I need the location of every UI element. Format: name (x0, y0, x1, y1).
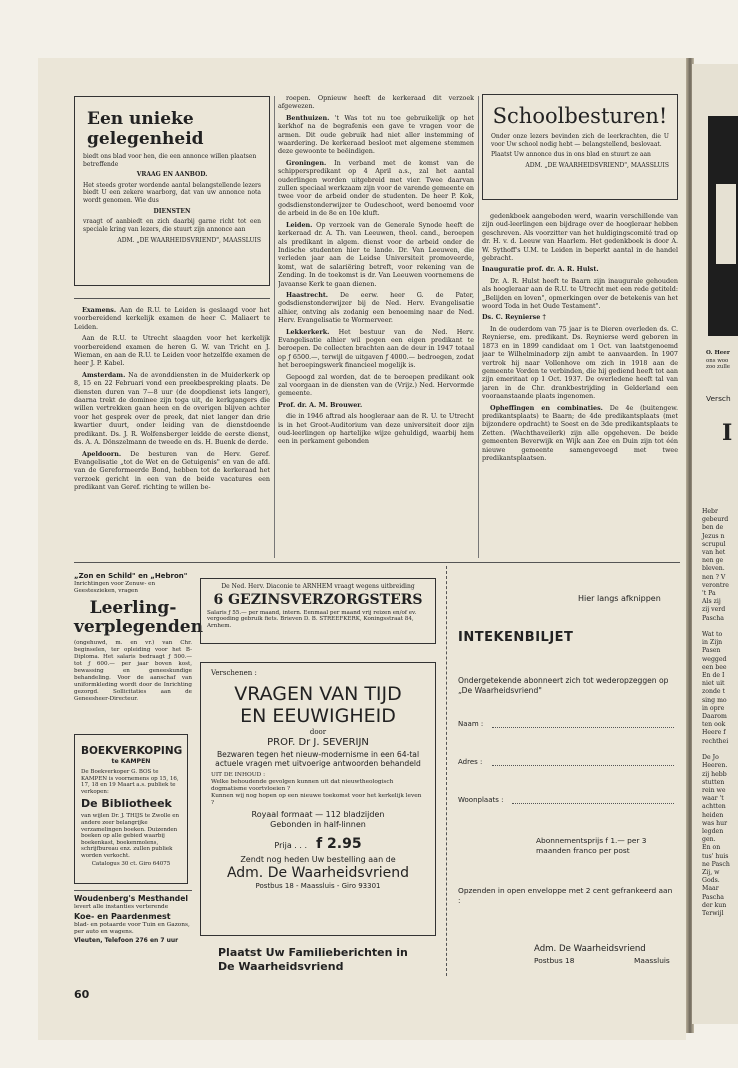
column-divider (274, 96, 275, 558)
ad-boek-price-row (211, 833, 425, 852)
paragraph (278, 159, 474, 218)
paragraph (482, 265, 678, 273)
next-page-line: stutten (702, 778, 725, 786)
next-page-line: zonde t (702, 688, 726, 696)
next-page-line: was hur (702, 819, 728, 827)
page-number: 60 (74, 988, 90, 1001)
next-page-line: 't Pa (702, 590, 716, 598)
next-page-illustration-inner (716, 184, 736, 264)
ad-gelegenheid-address: ADM. „DE WAARHEIDSVRIEND", MAASSLUIS (117, 237, 261, 245)
ad-gelegenheid-body2: vraagt of aanbiedt en zich daarbij garne richt tot een speciale kring van lezers, die stuurt zijn annonce aan (83, 218, 261, 233)
paragraph-text: In verband met de komst van de schipperspredikant op 4 April a.s., zal het aantal ouderlingen worden uitgebreid met vier. Twee daarvan zullen speciaal werkzaam zijn voor de varende gemeente en twee voor de arbeid onder de studenten. De heer P. Kok, godsdienstonderwijzer te Oudeschoot, werd benoemd voor de arbeid in de 8e en 10e kluft. (278, 158, 474, 218)
ad-woudenberg (74, 894, 192, 945)
paragraph-lead: Examens. (82, 306, 117, 314)
ad-boekverkoping-catalog: Catalogus 30 ct. Giro 64075 (91, 860, 171, 867)
ad-boek-door: door (309, 728, 327, 736)
ad-gezinsverzorgsters-title: 6 GEZINSVERZORGSTERS (213, 591, 423, 608)
ad-boek-prijs: f 2.95 (316, 836, 362, 853)
ad-boek-title1: VRAGEN VAN TIJD (234, 683, 402, 705)
paragraph (74, 450, 270, 492)
next-page-line: gen. (702, 836, 716, 844)
next-page-fragment (692, 64, 738, 1024)
paragraph (74, 334, 270, 368)
paragraph (278, 373, 474, 398)
paragraph-lead: Ds. C. Reynierse † (482, 313, 546, 322)
next-page-line (702, 623, 738, 631)
paragraph (482, 404, 678, 463)
ad-leerling (74, 572, 203, 703)
next-page-line: Daarom (702, 713, 727, 721)
next-page-fragment2: ons woo zoo zulle (706, 358, 730, 371)
paragraph-lead: Prof. dr. A. M. Brouwer. (278, 400, 363, 409)
ad-boekverkoping-name: De Bibliotheek (81, 797, 172, 811)
intekenbiljet-addr2-right: Maassluis (634, 956, 670, 965)
intekenbiljet-addr2-left: Postbus 18 (534, 956, 575, 965)
intekenbiljet-title: INTEKENBILJET (458, 630, 574, 645)
next-page-line: achtten (702, 803, 726, 811)
ad-boek-footer: Postbus 18 - Maassluis - Giro 93301 (255, 882, 381, 891)
ad-boek-order: Zendt nog heden Uw bestelling aan de (240, 855, 396, 865)
ad-gezinsverzorgsters (200, 578, 436, 644)
naam-label: Naam : (458, 720, 484, 728)
ad-gezinsverzorgsters-body: Salaris ƒ 55.— per maand, intern. Eenmaal per maand vrij reizen en/of ev. vergoeding gebruik fiets. Brieven D. B. STREEFKERK, Koningsstraat 84, Arnhem. (207, 609, 417, 630)
ad-gelegenheid (74, 96, 270, 286)
paragraph-text: Aan de R.U. te Utrecht slaagden voor het kerkelijk voorbereidend examen de heren G. W. van Tricht en J. Wieman, en aan de R.U. te Leiden voor hetzelfde examen de heer J. P. Kabel. (74, 334, 270, 368)
intekenbiljet-send: Opzenden in open enveloppe met 2 cent gefrankeerd aan : (458, 886, 673, 905)
paragraph-lead: Lekkerkerk. (286, 327, 330, 336)
article-column-3 (482, 212, 678, 558)
next-page-line: ten ook (702, 721, 726, 729)
ad-gelegenheid-heading1: VRAAG EN AANBOD. (136, 171, 208, 179)
next-page-line: ben de (702, 524, 724, 532)
ad-boekverkoping-body2: van wijlen Dr. J. THIJS te Zwolle en andere zeer belangrijke verzamelingen boeken. Duizenden boeken op alle gebied waarbij boekenkast, boekenmolens, schrijfbureau enz. zullen publiek worden verkocht. (81, 813, 180, 859)
article-column-2 (278, 94, 474, 560)
ad-gelegenheid-body1: Het steeds groter wordende aantal belangstellende lezers biedt U een zekere waarborg, dat van uw annonce nota wordt genomen. Wie dus (83, 181, 261, 204)
next-page-line: Terwijl (702, 909, 724, 917)
next-page-line: een bee (702, 663, 727, 671)
paragraph (278, 114, 474, 156)
cut-line (446, 566, 448, 976)
next-page-line: heiden (702, 811, 724, 819)
next-page-line: tus' huis (702, 852, 729, 860)
ad-boek-inhoud2: Kunnen wij nog hopen op een nieuwe toekomst voor het kerkelijk leven ? (211, 793, 422, 807)
next-page-line: bleven. (702, 565, 725, 573)
paragraph-lead: Leiden. (286, 220, 313, 229)
ad-gelegenheid-intro: biedt ons blad voor hen, die een annonce willen plaatsen betreffende (83, 153, 257, 168)
col1-rule (74, 298, 270, 299)
next-page-line: zij hebb (702, 770, 727, 778)
paragraph-lead: Haastrecht. (286, 290, 329, 299)
next-page-line: Pascha (702, 893, 724, 901)
next-page-line: legden (702, 827, 724, 835)
next-page-line: Als zij (702, 598, 721, 606)
ad-schoolbesturen-title: Schoolbesturen! (492, 104, 668, 128)
paragraph-lead: Groningen. (286, 158, 327, 167)
ad-leerling-top: „Zon en Schild" en „Hebron" (74, 572, 188, 580)
ad-schoolbesturen-address: ADM. „DE WAARHEIDSVRIEND", MAASSLUIS (525, 161, 669, 169)
ad-boekverkoping-body: De Boekverkoper G. BOS te KAMPEN is voornemens op 15, 16, 17, 18 en 19 Maart a.s. publiek te verkopen: (81, 769, 179, 795)
paragraph (278, 221, 474, 288)
ad-schoolbesturen-body2: Plaatst Uw annonce dus in ons blad en stuurt ze aan (491, 151, 651, 159)
next-page-line: rein we (702, 786, 726, 794)
next-page-line: Heeren. (702, 762, 728, 770)
ad-rule (74, 890, 192, 891)
ad-woudenberg-body2: blad- en potaarde voor Tuin en Gazons, per auto en wagens. (74, 921, 190, 936)
paragraph-lead: Amsterdam. (82, 370, 126, 379)
ad-boek-adm: Adm. De Waarheidsvriend (226, 865, 410, 882)
ad-boek-title2: EN EEUWIGHEID (240, 705, 396, 727)
paragraph-text: 't Was tot nu toe gebruikelijk op het kerkhof na de begrafenis een gave te vragen voor de armen. Dit oude gebruik had niet aller instemming of waardering. De kerkeraad besloot met algemene stemmen deze gewoonte te beëindigen. (278, 113, 474, 156)
ad-boek-inhoud1: Welke behoudende gevolgen kunnen uit dat nieuwtheologisch dogmatisme voortvloeien ? (211, 779, 394, 793)
paragraph-text: Aan de R.U. te Leiden is geslaagd voor het voorbereidend kerkelijk examen de heer C. Maliaert te Leiden. (74, 306, 270, 331)
next-page-line: in opre (702, 704, 725, 712)
paragraph-text: die in 1946 aftrad als hoogleraar aan de R. U. te Utrecht is in het Groot-Auditorium van deze universiteit door zijn oud-leerlingen op hartelijke wijze gehuldigd, waarbij hem een in perkament gebonden (278, 412, 474, 446)
paragraph-lead: Benthuizen. (286, 113, 330, 122)
next-page-line: Zij, w (702, 868, 720, 876)
next-page-line: nen ? V (702, 573, 726, 581)
paragraph-text: Dr. A. R. Hulst heeft te Baarn zijn inaugurale gehouden als hoogleraar aan de R.U. te Utrecht met een rede getiteld: „Belijden en loven", opmerkingen over de betekenis van het woord Toda in het Oude Testament". (482, 276, 678, 311)
intekenbiljet-price: Abonnementsprijs f 1.— per 3 maanden franco per post (536, 836, 647, 855)
next-page-line: zij verd (702, 606, 726, 614)
next-page-line: verontre (702, 581, 729, 589)
next-page-line: Maar (702, 885, 719, 893)
familie-line1: Plaatst Uw Familieberichten in (218, 946, 408, 959)
paragraph-lead: Apeldoorn. (82, 449, 122, 458)
paragraph (278, 291, 474, 325)
ad-leerling-title1: Leerling- (89, 598, 177, 618)
intekenbiljet-text: Ondergetekende abonneert zich tot wederopzeggen op „De Waarheidsvriend" (458, 676, 669, 695)
next-page-fragment4: I (722, 420, 733, 446)
cut-note: Hier langs afknippen (578, 594, 661, 603)
next-page-line: ne Pasch (702, 860, 730, 868)
paragraph-lead: Opheffingen en combinaties. (490, 403, 603, 412)
next-page-line: scrupul (702, 540, 726, 548)
next-page-line: De Jo (702, 754, 719, 762)
ad-schoolbesturen-body1: Onder onze lezers bevinden zich de leerkrachten, die U voor Uw school nodig hebt — belangstellend, beslovaat. (491, 133, 669, 148)
paragraph-lead: Inauguratie prof. dr. A. R. Hulst. (482, 265, 599, 274)
next-page-line: van het (702, 549, 726, 557)
paragraph-text: In de ouderdom van 75 jaar is te Dieren overleden ds. C. Reynierse, em. predikant. Ds. Reynierse werd geboren in 1873 en in 1899 candidaat om 1 Oct. van laatstgenoemd jaar te Wilhelminadorp zijn ambt te aanvaarden. In 1907 vertrok hij naar Vollenhove om zich in 1918 aan de gemeente Vorden te verbinden, die hij gediend heeft tot aan zijn emeritaat op 1 Oct. 1937. De overledene heeft tal van jaren in de Chr. drankbestrijding in Gelderland een vooraanstaande plaats ingenomen. (482, 324, 678, 401)
ad-leerling-title2: verplegenden (74, 617, 203, 637)
next-page-line: Pasen (702, 647, 721, 655)
adres-label: Adres : (458, 758, 483, 766)
paragraph-text: gedenkboek aangeboden werd, waarin verschillende van zijn oud-leerlingen een bijdrage over de hoogleraar hebben geschreven. Als voorzitter van het huldigingscomité trad op dr. H. v. d. Leeuw van Haarlem. Het gedenkboek is door A. W. Sythoff's U.M. te Leiden in beperkt aantal in de handel gebracht. (482, 212, 678, 263)
familie-line2: De Waarheidsvriend (218, 960, 344, 973)
paragraph (482, 325, 678, 401)
ad-boekverkoping (74, 734, 188, 884)
intekenbiljet-addr1: Adm. De Waarheidsvriend (534, 944, 646, 954)
next-page-line: Pascha (702, 614, 724, 622)
next-page-line: En de I (702, 672, 725, 680)
ad-boek (200, 662, 436, 936)
paragraph-text: De besturen van de Herv. Geref. Evangelisatie „tot de Wet en de Getuigenis" en van de afd. van de Gereformeerde Bond, hebben tot de kerkeraad het verzoek gericht in een van de beide vacatures een predikant van Geref. richting te willen be- (74, 449, 270, 492)
ad-boek-prijs-label: Prija . . . (274, 841, 307, 851)
ad-boekverkoping-title: BOEKVERKOPING (81, 745, 183, 757)
ad-woudenberg-body: levert alle instanties verterende (74, 904, 169, 910)
next-page-fragment3: Versch (706, 394, 731, 403)
ad-gezinsverzorgsters-top: De Ned. Herv. Diaconie te ARNHEM vraagt wegens uitbreiding (221, 583, 415, 590)
paragraph-text: De eerw. heer G. de Pater, godsdienstonderwijzer bij de Ned. Herv. Evangelisatie alhier, ontving als zodanig een benoeming naar de Ned. Herv. Evangelisatie te Wormerveer. (278, 290, 474, 325)
next-page-line: niet uit (702, 680, 725, 688)
adres-field[interactable] (492, 765, 674, 766)
next-page-line: waar 't (702, 795, 724, 803)
ad-schoolbesturen (482, 94, 678, 200)
next-page-line: gebeurd (702, 516, 729, 524)
ad-boek-verschenen: Verschenen : (211, 669, 257, 677)
paragraph-text: Gepoogd zal worden, dat de te beroepen predikant ook zal voorgaan in de diensten van de (Vrijz.) Ned. Hervormde gemeente. (278, 372, 474, 398)
paragraph-text: Het bestuur van de Ned. Herv. Evangelisatie alhier wil pogen een eigen predikant te beroepen. De collecten brachten aan de deur in 1947 totaal op ƒ 6500.—, terwijl de uitgaven ƒ 4000.— bedroegen, zodat het beroepingswerk financieel mogelijk is. (278, 327, 474, 370)
next-page-line: Gods. (702, 877, 720, 885)
ad-gelegenheid-title: Een unieke gelegenheid (87, 109, 204, 149)
paragraph-text: roepen. Opnieuw heeft de kerkeraad dit verzoek afgewezen. (278, 94, 474, 111)
paragraph (278, 401, 474, 409)
woonplaats-field[interactable] (512, 803, 674, 804)
next-page-line: Jezus n (702, 532, 725, 540)
paragraph (74, 371, 270, 447)
ad-boekverkoping-subtitle: te KAMPEN (111, 758, 151, 765)
next-page-line: Hebr (702, 508, 718, 515)
ad-boek-author: PROF. Dr J. SEVERIJN (267, 737, 369, 748)
paragraph (278, 94, 474, 111)
paragraph-text: Op verzoek van de Generale Synode heeft de kerkeraad dr. A. Th. van Leeuwen, theol. cand., beroepen als predikant in algem. dienst voor de arbeid onder de Indische studenten hier te lande. Dr. Van Leeuwen, die verleden jaar aan de Leidse Universiteit promoveerde, komt, wat de salariëring betreft, voor rekening van de Zending. In de toekomst is dr. Van Leeuwen voornemens de Javaanse Kerk te gaan dienen. (278, 220, 474, 288)
naam-field[interactable] (492, 727, 674, 728)
paragraph (74, 306, 270, 331)
ad-woudenberg-title: Woudenberg's Mesthandel (74, 894, 188, 903)
next-page-fragment1: O. Heer (706, 350, 730, 356)
ad-boek-bound: Gebonden in half-linnen (270, 820, 366, 830)
column-divider (478, 96, 479, 558)
familie-ad (218, 946, 438, 974)
next-page-line: der kun (702, 901, 727, 909)
next-page-text (702, 508, 738, 918)
paragraph (278, 412, 474, 446)
next-page-line: En on (702, 844, 721, 852)
section-rule (74, 562, 680, 563)
ad-woudenberg-contact: Vleuten, Telefoon 276 en 7 uur (74, 936, 179, 944)
paragraph (482, 212, 678, 262)
next-page-line (702, 746, 738, 754)
next-page-line: nen ge (702, 557, 724, 565)
next-page-line: sing mo (702, 696, 727, 704)
ad-gelegenheid-heading2: DIENSTEN (153, 207, 191, 215)
ad-boek-format: Royaal formaat — 112 bladzijden (251, 810, 385, 820)
paragraph-text: Na de avonddiensten in de Muiderkerk op 8, 15 en 22 Februari vond een preekbespreking plaats. De diensten duren van 7—8 uur (de doopdienst iets langer), daarna trekt de dominee zijn toga uit, de kerkgangers die willen vertrekken gaan heen en de overigen blijven achter voor het gesprek over de preek, dat niet langer dan drie kwartier duurt, onder leiding van de dienstdoende predikant. Ds. J. R. Wolfensberger leidde de eerste dienst, ds. A. A. Dönszelmann de tweede en ds. H. Buenk de derde. (74, 370, 270, 447)
ad-leerling-sub: Inrichtingen voor Zenuw- en Geesteszieken, vragen (74, 581, 156, 594)
next-page-line: Heere f (702, 729, 726, 737)
woonplaats-label: Woonplaats : (458, 796, 504, 804)
next-page-line: in Zijn (702, 639, 723, 647)
next-page-line: wegged (702, 655, 727, 663)
ad-boek-desc: Bezwaren tegen het nieuw-modernisme in een 64-tal actuele vragen met uitvoerige antwoorden behandeld (215, 750, 421, 769)
next-page-line: Wat to (702, 631, 723, 639)
ad-boek-inhoud-head: UIT DE INHOUD : (211, 771, 266, 778)
paragraph (482, 277, 678, 311)
paragraph-text: De 4e (buitengew. predikantsplaats) te Baarn; de 4de predikantsplaats (met bijzondere opdracht) te Soest en de 3de predikantsplaats te Zetten. (Wachthaveilerk) zijn alle opgeheven. De beide gemeenten Beverwijk en Wijk aan Zee en Duin zijn tot één nieuwe gemeente samengevoegd met twee predikantsplaatsen. (482, 403, 678, 462)
ad-leerling-body: (ongehuwd, m. en vr.) van Chr. beginselen, ter opleiding voor het B-Diploma. Het salaris bedraagt ƒ 500.— tot ƒ 600.— per jaar boven kost, bewassing en geneeskundige behandeling. Voor de aanschaf van uniformkleding wordt door de Inrichting gezorgd. Sollicitaties aan de Geneesheer-Directeur. (74, 640, 192, 702)
paragraph (482, 313, 678, 321)
article-column-1 (74, 306, 270, 558)
paragraph (278, 328, 474, 370)
next-page-line: rechthei (702, 737, 729, 745)
ad-woudenberg-product: Koe- en Paardenmest (74, 911, 171, 921)
